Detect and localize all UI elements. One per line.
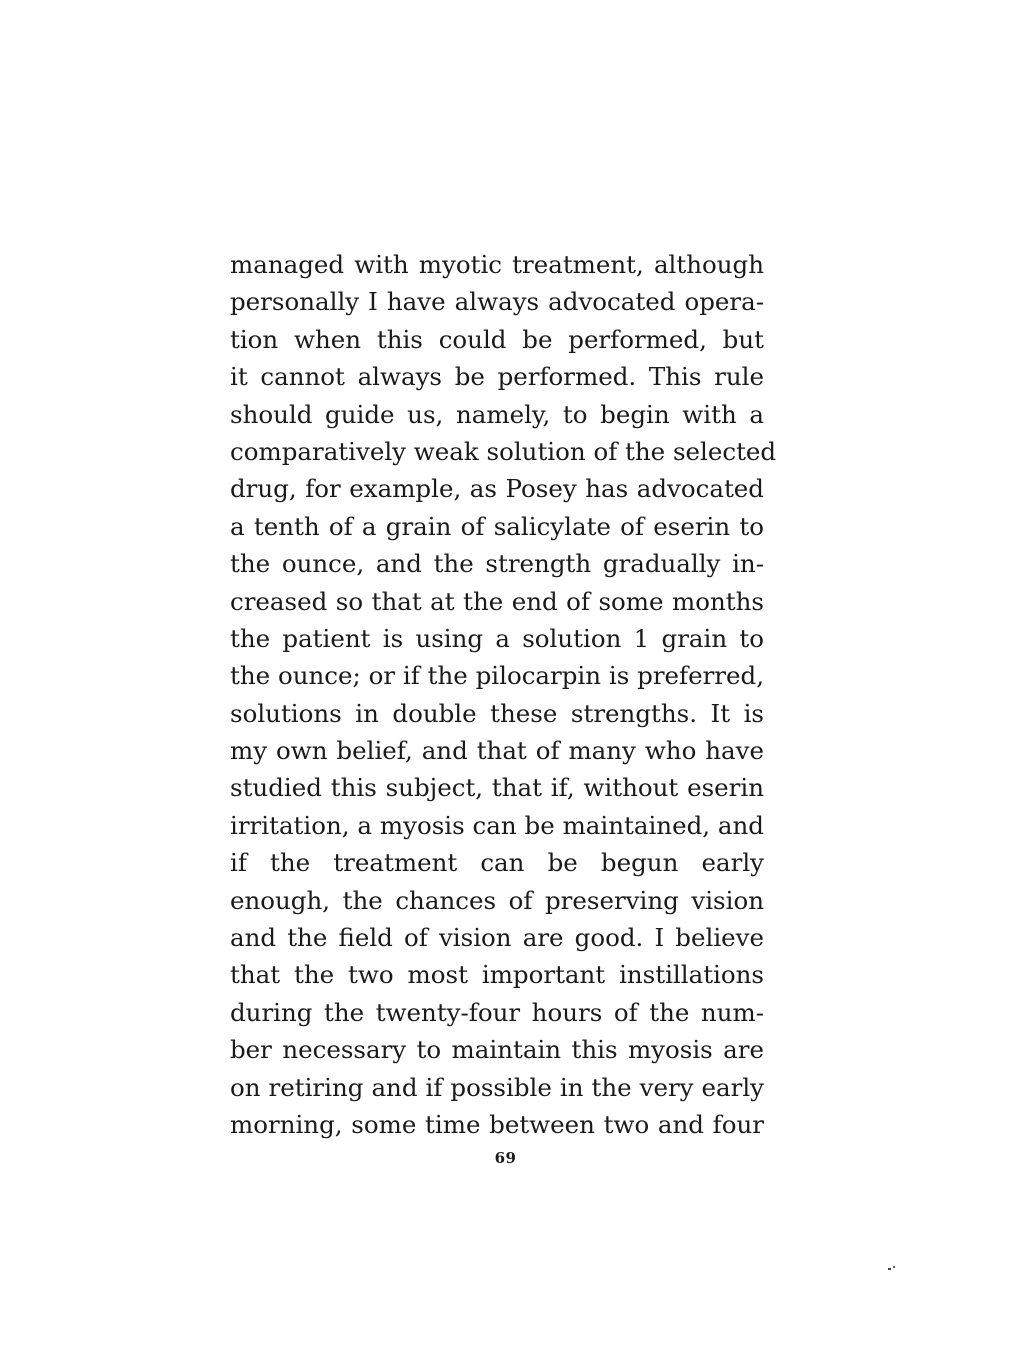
text-line: drug, for example, as Posey has advocated [230, 474, 764, 504]
text-line: the ounce; or if the pilocarpin is preferred, [230, 661, 764, 691]
text-line: morning, some time between two and four [230, 1109, 764, 1139]
text-line: personally I have always advocated opera- [230, 287, 764, 317]
text-line: tion when this could be performed, but [230, 324, 764, 354]
scan-speck [893, 1266, 895, 1268]
text-line: my own belief, and that of many who have [230, 736, 764, 766]
text-line: it cannot always be performed. This rule [230, 362, 764, 392]
text-line: the ounce, and the strength gradually in- [230, 549, 764, 579]
text-line: if the treatment can be begun early [230, 848, 764, 878]
text-line: on retiring and if possible in the very early [230, 1072, 764, 1102]
text-line: comparatively weak solution of the selected [230, 436, 777, 466]
page-number: 69 [494, 1149, 517, 1167]
scan-speck [888, 1268, 891, 1270]
body-text [230, 246, 777, 1143]
text-line: enough, the chances of preserving vision [230, 885, 764, 915]
text-line: a tenth of a grain of salicylate of eserin to [230, 511, 764, 541]
text-line: during the twenty-four hours of the num- [230, 997, 764, 1027]
text-line: managed with myotic treatment, although [230, 250, 764, 279]
text-line: and the field of vision are good. I believe [230, 923, 764, 953]
text-line: the patient is using a solution 1 grain to [230, 623, 764, 653]
text-line: ber necessary to maintain this myosis are [230, 1035, 764, 1065]
text-line: should guide us, namely, to begin with a [230, 399, 764, 429]
text-line: that the two most important instillations [230, 960, 764, 990]
text-line: creased so that at the end of some months [230, 586, 764, 616]
text-line: solutions in double these strengths. It is [230, 698, 764, 728]
text-line: studied this subject, that if, without eserin [230, 773, 764, 803]
text-line: irritation, a myosis can be maintained, and [230, 810, 764, 840]
